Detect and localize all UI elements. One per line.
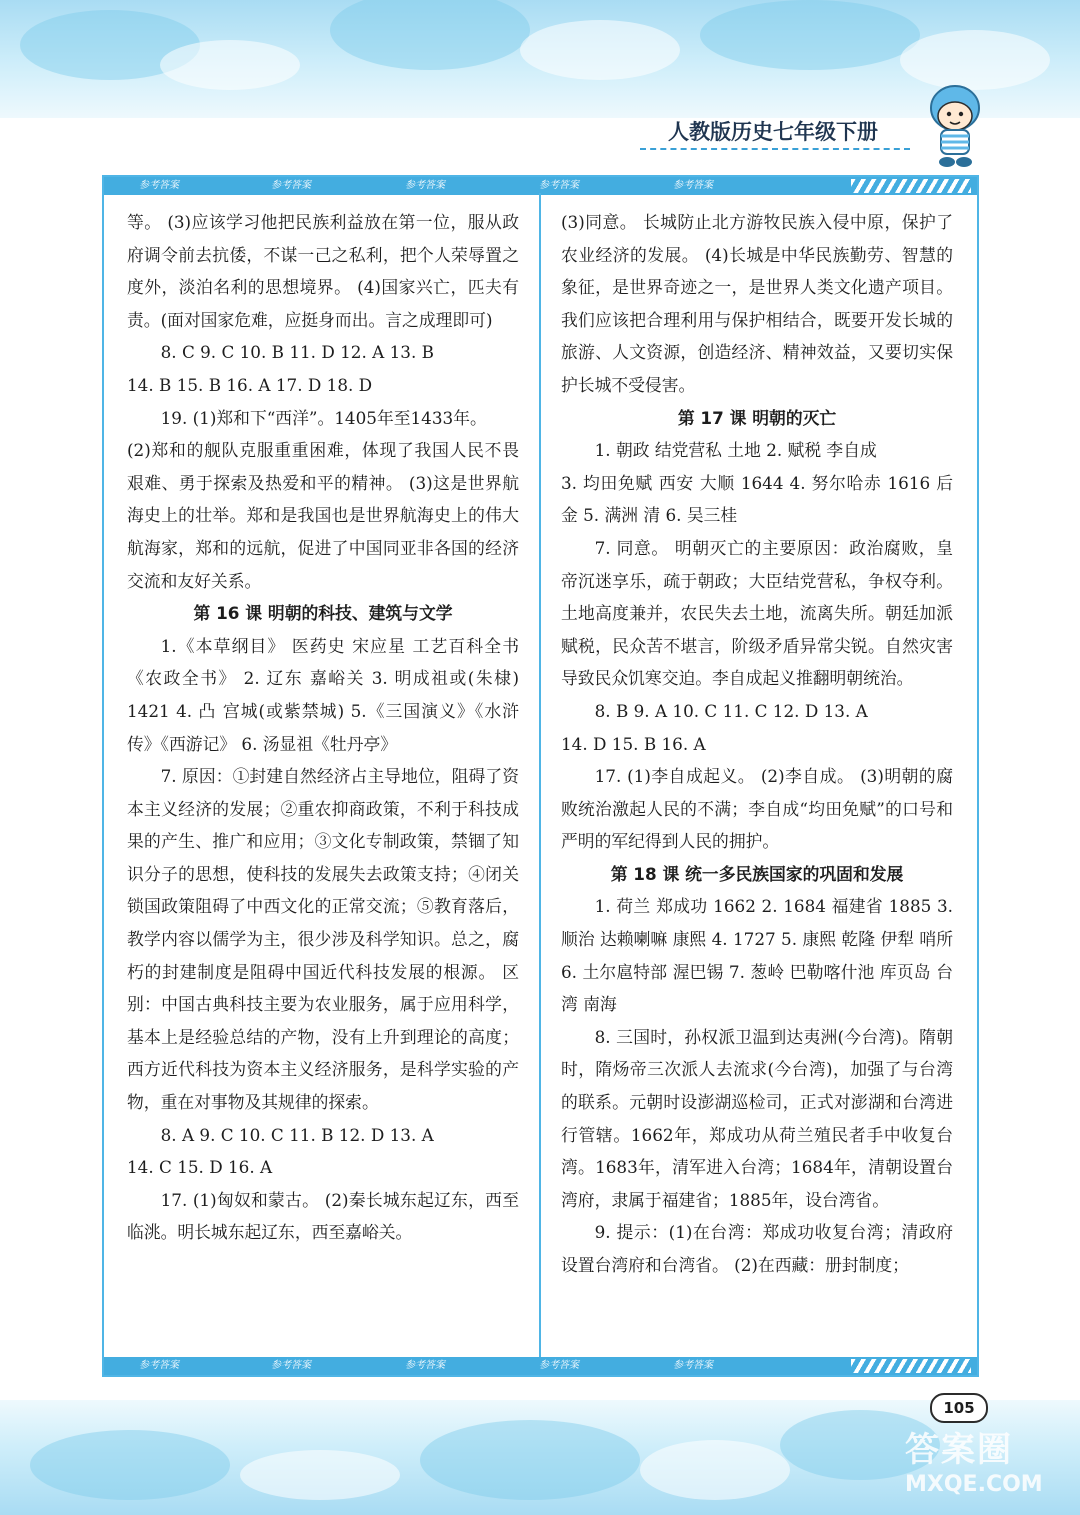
answer-label: 参考答案: [271, 1360, 311, 1371]
answer-label: 参考答案: [405, 1360, 445, 1371]
left-answer-column: [127, 206, 519, 1249]
answer-paragraph: 8. C 9. C 10. B 11. D 12. A 13. B: [160, 342, 434, 363]
lesson-heading: 第 17 课 明朝的灭亡: [677, 407, 837, 428]
answer-paragraph: 14. C 15. D 16. A: [127, 1157, 273, 1178]
stripe-pattern: [851, 1359, 971, 1373]
top-decorative-banner: [0, 0, 1080, 118]
answer-paragraph: 14. D 15. B 16. A: [561, 733, 706, 754]
lesson-heading: 第 18 课 统一多民族国家的巩固和发展: [610, 863, 904, 884]
stripe-pattern: [851, 179, 971, 193]
right-answer-column: [561, 206, 953, 1282]
logo-text: 答案圈: [905, 1430, 1013, 1470]
answer-paragraph: 14. B 15. B 16. A 17. D 18. D: [127, 374, 373, 395]
answer-label: 参考答案: [673, 1360, 713, 1371]
answer-paragraph: 7. 同意。 明朝灭亡的主要原因：政治腐败，皇帝沉迷享乐，疏于朝政；大臣结党营私，争权夺利。土地高度兼并，农民失去土地，流离失所。朝廷加派赋税，民众苦不堪言，阶级矛盾异常尖锐。自然灾害导致民众饥寒交迫。李自成起义推翻明朝统治。: [561, 537, 953, 689]
answer-strip-bottom: [104, 1357, 977, 1375]
answer-paragraph: 8. 三国时，孙权派卫温到达夷洲(今台湾)。隋朝时，隋炀帝三次派人去流求(今台湾)，加强了与台湾的联系。元朝时设澎湖巡检司，正式对澎湖和台湾进行管辖。1662年，郑成功从荷兰殖民者手中收复台湾。1683年，清军进入台湾；1684年，清朝设置台湾府，隶属于福建省；1885年，设台湾省。: [561, 1026, 953, 1210]
lesson-heading: 第 16 课 明朝的科技、建筑与文学: [193, 603, 453, 624]
answer-label: 参考答案: [539, 180, 579, 191]
answer-paragraph: 等。 (3)应该学习他把民族利益放在第一位，服从政府调令前去抗倭，不谋一己之私利，把个人荣辱置之度外，淡泊名利的思想境界。 (4)国家兴亡，匹夫有责。(面对国家危难，应挺身而出。言之成理即可): [127, 212, 519, 330]
answer-paragraph: 1. 荷兰 郑成功 1662 2. 1684 福建省 1885 3. 顺治 达赖喇嘛 康熙 4. 1727 5. 康熙 乾隆 伊犁 哨所 6. 土尔扈特部 渥巴锡 7. 葱岭 巴勒喀什池 库页岛 台湾 南海: [561, 896, 953, 1015]
answer-paragraph: 17. (1)匈奴和蒙古。 (2)秦长城东起辽东，西至临洮。明长城东起辽东，西至嘉峪关。: [127, 1189, 519, 1243]
answer-paragraph: 19. (1)郑和下“西洋”。1405年至1433年。: [160, 407, 487, 428]
answer-paragraph: 1. 朝政 结党营私 土地 2. 赋税 李自成: [594, 440, 877, 461]
logo-url: MXQE.COM: [905, 1472, 1043, 1497]
answer-paragraph: 1.《本草纲目》 医药史 宋应星 工艺百科全书 《农政全书》 2. 辽东 嘉峪关 3. 明成祖或(朱棣) 1421 4. 凸 宫城(或紫禁城) 5.《三国演义》《水浒传》《西游记》 6. 汤显祖《牡丹亭》: [127, 635, 519, 754]
page-number: 105: [930, 1393, 988, 1423]
answer-label: 参考答案: [673, 180, 713, 191]
answer-paragraph: 3. 均田免赋 西安 大顺 1644 4. 努尔哈赤 1616 后金 5. 满洲 清 6. 吴三桂: [561, 472, 953, 526]
column-divider: [539, 193, 541, 1357]
answer-label: 参考答案: [405, 180, 445, 191]
site-logo-watermark: [905, 1430, 1077, 1512]
answer-label: 参考答案: [271, 180, 311, 191]
title-underline: [640, 148, 910, 150]
answer-paragraph: (3)同意。 长城防止北方游牧民族入侵中原，保护了农业经济的发展。 (4)长城是中华民族勤劳、智慧的象征，是世界奇迹之一，是世界人类文化遗产项目。我们应该把合理利用与保护相结合，既要开发长城的旅游、人文资源，创造经济、精神效益，又要切实保护长城不受侵害。: [561, 212, 953, 395]
book-title: 人教版历史七年级下册: [668, 120, 878, 144]
answer-paragraph: 8. A 9. C 10. C 11. B 12. D 13. A: [160, 1124, 434, 1145]
answer-paragraph: 7. 原因：①封建自然经济占主导地位，阻碍了资本主义经济的发展；②重农抑商政策，不利于科技成果的产生、推广和应用；③文化专制政策，禁锢了知识分子的思想，使科技的发展失去政策支持；④闭关锁国政策阻碍了中西文化的正常交流；⑤教育落后，教学内容以儒学为主，很少涉及科学知识。总之，腐朽的封建制度是阻碍中国近代科技发展的根源。 区别：中国古典科技主要为农业服务，属于应用科学，基本上是经验总结的产物，没有上升到理论的高度；西方近代科技为资本主义经济服务，是科学实验的产物，重在对事物及其规律的探索。: [127, 766, 519, 1113]
answer-paragraph: 8. B 9. A 10. C 11. C 12. D 13. A: [594, 700, 868, 721]
answer-label: 参考答案: [139, 180, 179, 191]
answer-paragraph: (2)郑和的舰队克服重重困难，体现了我国人民不畏艰难、勇于探索及热爱和平的精神。 (3)这是世界航海史上的壮举。郑和是我国也是世界航海史上的伟大航海家，郑和的远航，促进了中国同亚非各国的经济交流和友好关系。: [127, 440, 519, 591]
mascot-icon: [920, 78, 990, 170]
answer-paragraph: 17. (1)李自成起义。 (2)李自成。 (3)明朝的腐败统治激起人民的不满；李自成“均田免赋”的口号和严明的军纪得到人民的拥护。: [561, 766, 953, 852]
answer-paragraph: 9. 提示：(1)在台湾：郑成功收复台湾；清政府设置台湾府和台湾省。 (2)在西藏：册封制度；: [561, 1222, 953, 1275]
answer-label: 参考答案: [539, 1360, 579, 1371]
answer-label: 参考答案: [139, 1360, 179, 1371]
